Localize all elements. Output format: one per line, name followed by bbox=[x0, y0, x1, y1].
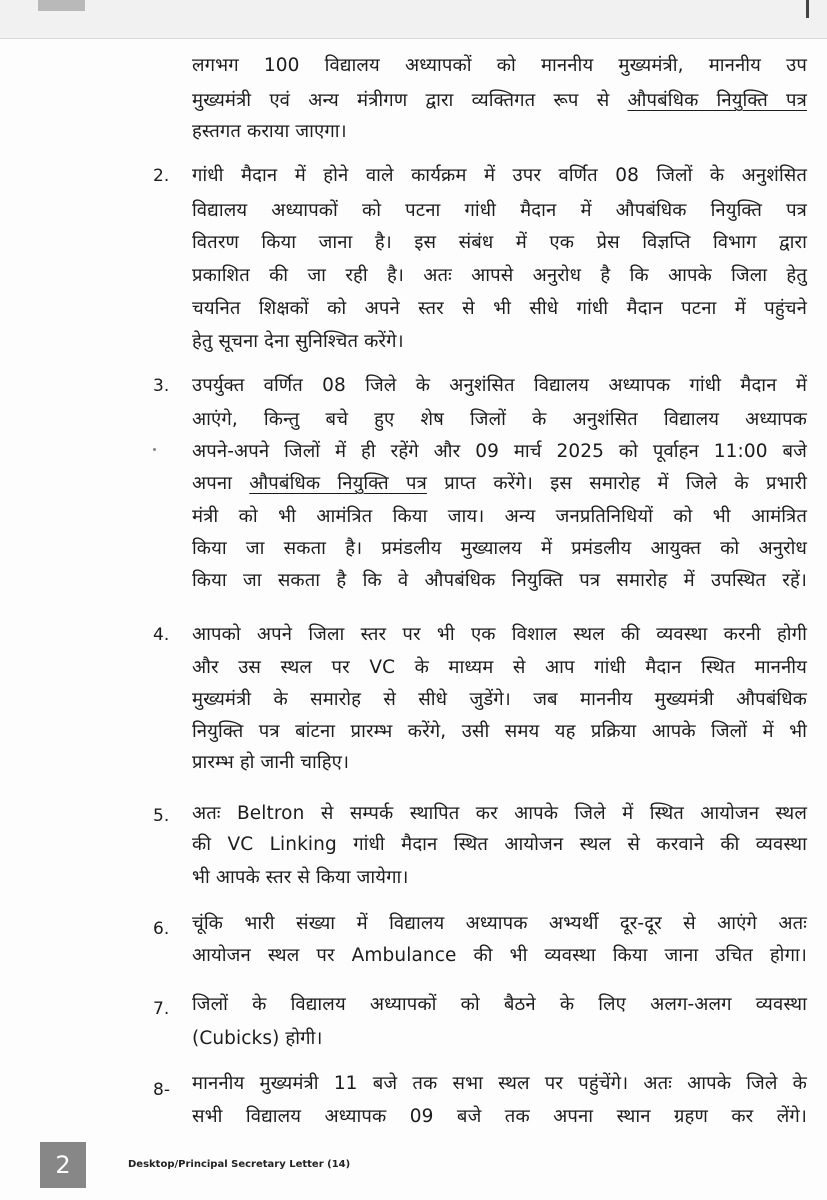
underlined-phrase: औपबंधिक नियुक्ति पत्र bbox=[627, 90, 807, 111]
point-line: अतः Beltron से सम्पर्क स्थापित कर आपके जिले में स्थित आयोजन स्थल bbox=[192, 803, 807, 824]
point-line: प्रकाशित की जा रही है। अतः आपसे अनुरोध है कि आपके जिला हेतु bbox=[192, 265, 807, 286]
point-line: की VC Linking गांधी मैदान स्थित आयोजन स्थल से करवाने की व्यवस्था bbox=[192, 834, 807, 855]
intro-line: हस्तगत कराया जाएगा। bbox=[192, 121, 347, 142]
point-line: मुख्यमंत्री के समारोह से सीधे जुडेंगे। जब माननीय मुख्यमंत्री औपबंधिक bbox=[192, 689, 807, 710]
scan-speck bbox=[153, 448, 156, 451]
point-line: किया जा सकता है। प्रमंडलीय मुख्यालय में प्रमंडलीय आयुक्त को अनुरोध bbox=[192, 538, 807, 559]
point-line: और उस स्थल पर VC के माध्यम से आप गांधी मैदान स्थित माननीय bbox=[192, 657, 807, 678]
point-number: 7. bbox=[153, 999, 170, 1019]
point-number: 8- bbox=[153, 1080, 170, 1100]
footer-file-path: Desktop/Principal Secretary Letter (14) bbox=[128, 1159, 351, 1170]
point-number: 6. bbox=[153, 919, 170, 939]
top-edge-tab bbox=[38, 0, 85, 11]
point-text: अपना bbox=[192, 473, 250, 494]
point-line: अपने-अपने जिलों में ही रहेंगे और 09 मार्च 2025 को पूर्वाहन 11:00 बजे bbox=[192, 441, 807, 462]
point-text: प्राप्त करेंगे। इस समारोह में जिले के प्रभारी bbox=[426, 473, 807, 494]
point-line: उपर्युक्त वर्णित 08 जिले के अनुशंसित विद्यालय अध्यापक गांधी मैदान में bbox=[192, 375, 807, 396]
point-line: आएंगे, किन्तु बचे हुए शेष जिलों के अनुशंसित विद्यालय अध्यापक bbox=[192, 409, 807, 430]
point-line: (Cubicks) होगी। bbox=[192, 1028, 323, 1049]
top-edge-mark bbox=[806, 0, 809, 18]
point-line: चूंकि भारी संख्या में विद्यालय अध्यापक अभ्यर्थी दूर-दूर से आएंगे अतः bbox=[192, 913, 807, 934]
point-number: 4. bbox=[153, 625, 170, 645]
point-line: नियुक्ति पत्र बांटना प्रारम्भ करेंगे, उसी समय यह प्रक्रिया आपके जिलों में भी bbox=[192, 721, 807, 742]
point-line: प्रारम्भ हो जानी चाहिए। bbox=[192, 752, 350, 773]
point-line: भी आपके स्तर से किया जायेगा। bbox=[192, 867, 409, 888]
page-top-band bbox=[0, 0, 827, 39]
point-line: आयोजन स्थल पर Ambulance की भी व्यवस्था किया जाना उचित होगा। bbox=[192, 945, 807, 966]
point-line: वितरण किया जाना है। इस संबंध में एक प्रेस विज्ञप्ति विभाग द्वारा bbox=[192, 232, 807, 253]
intro-text: मुख्यमंत्री एवं अन्य मंत्रीगण द्वारा व्यक्तिगत रूप से bbox=[192, 90, 628, 111]
point-line: मंत्री को भी आमंत्रित किया जाय। अन्य जनप्रतिनिधियों को भी आमंत्रित bbox=[192, 506, 807, 527]
underlined-phrase: औपबंधिक नियुक्ति पत्र bbox=[249, 473, 427, 494]
point-line: आपको अपने जिला स्तर पर भी एक विशाल स्थल की व्यवस्था करनी होगी bbox=[192, 624, 807, 645]
point-line: हेतु सूचना देना सुनिश्चित करेंगे। bbox=[192, 331, 404, 352]
point-line: गांधी मैदान में होने वाले कार्यक्रम में उपर वर्णित 08 जिलों के अनुशंसित bbox=[192, 165, 807, 186]
point-number: 3. bbox=[153, 376, 170, 396]
point-line: चयनित शिक्षकों को अपने स्तर से भी सीधे गांधी मैदान पटना में पहुंचने bbox=[192, 298, 807, 319]
point-number: 2. bbox=[153, 166, 170, 186]
page-number-badge: 2 bbox=[40, 1142, 86, 1188]
point-line bbox=[192, 470, 807, 498]
intro-line: लगभग 100 विद्यालय अध्यापकों को माननीय मुख्यमंत्री, माननीय उप bbox=[192, 55, 807, 76]
point-line: विद्यालय अध्यापकों को पटना गांधी मैदान में औपबंधिक नियुक्ति पत्र bbox=[192, 200, 807, 221]
point-line: जिलों के विद्यालय अध्यापकों को बैठने के लिए अलग-अलग व्यवस्था bbox=[192, 994, 807, 1015]
point-number: 5. bbox=[153, 806, 170, 826]
intro-line bbox=[192, 87, 807, 115]
point-line: किया जा सकता है कि वे औपबंधिक नियुक्ति पत्र समारोह में उपस्थित रहें। bbox=[192, 570, 807, 591]
point-line: सभी विद्यालय अध्यापक 09 बजे तक अपना स्थान ग्रहण कर लेंगे। bbox=[192, 1106, 807, 1127]
point-line: माननीय मुख्यमंत्री 11 बजे तक सभा स्थल पर पहुंचेंगे। अतः आपके जिले के bbox=[192, 1073, 807, 1094]
